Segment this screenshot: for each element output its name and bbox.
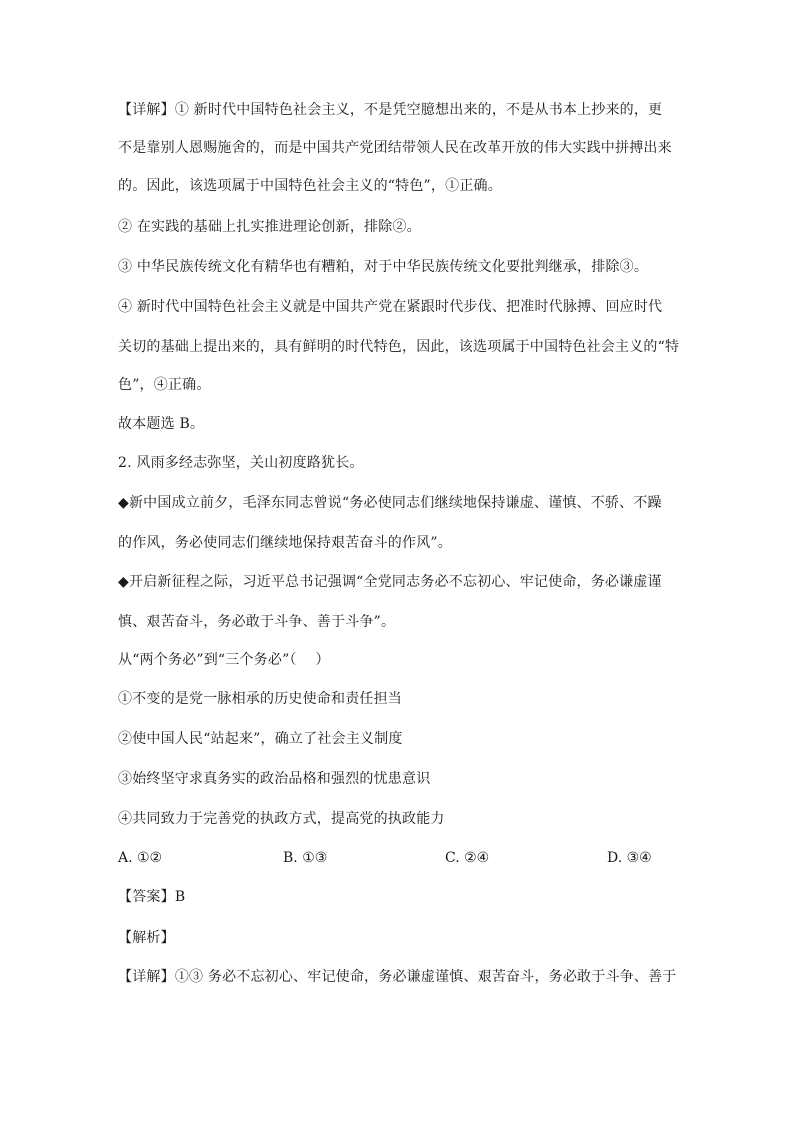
q1-detail-line-6: ④ 新时代中国特色社会主义就是中国共产党在紧跟时代步伐、把准时代脉搏、回应时代 xyxy=(118,299,663,315)
q1-detail-line-5: ③ 中华民族传统文化有精华也有糟粕，对于中华民族传统文化要批判继承，排除③。 xyxy=(118,259,649,275)
q2-stem-quote-2a: ◆开启新征程之际，习近平总书记强调“全党同志务必不忘初心、牢记使命，务必谦虚谨 xyxy=(118,574,662,590)
q2-question: 从“两个务必”到“三个务必”（ ） xyxy=(118,652,330,668)
q2-option-a: A. ①② xyxy=(118,850,163,866)
q2-statement-4: ④共同致力于完善党的执政方式，提高党的执政能力 xyxy=(118,811,445,827)
q2-statement-1: ①不变的是党一脉相承的历史使命和责任担当 xyxy=(118,691,402,707)
q2-detail-line xyxy=(118,968,676,986)
detail-tag: 【详解】 xyxy=(118,102,175,118)
q1-detail-line-8: 色”，④正确。 xyxy=(118,377,211,393)
detail-text: ①③ 务必不忘初心、牢记使命，务必谦虚谨慎、艰苦奋斗，务必敢于斗争、善于 xyxy=(174,969,677,985)
q1-detail-line-7: 关切的基础上提出来的，具有鲜明的时代特色，因此，该选项属于中国特色社会主义的“特 xyxy=(118,339,680,355)
q2-statement-3: ③始终坚守求真务实的政治品格和强烈的忧患意识 xyxy=(118,771,431,787)
q1-detail-line-3: 的。因此，该选项属于中国特色社会主义的“特色”，①正确。 xyxy=(118,178,502,194)
answer-value: B xyxy=(174,889,186,905)
q2-stem-title: 2. 风雨多经志弥坚，关山初度路犹长。 xyxy=(118,455,364,471)
answer-tag: 【答案】 xyxy=(118,889,175,905)
q1-detail-line-4: ② 在实践的基础上扎实推进理论创新，排除②。 xyxy=(118,219,421,235)
q2-stem-quote-2b: 慎、艰苦奋斗，务必敢于斗争、善于斗争”。 xyxy=(118,614,396,630)
q2-option-d: D. ③④ xyxy=(607,850,652,866)
q2-analysis-tag: 【解析】 xyxy=(118,930,175,946)
detail-text: ① 新时代中国特色社会主义，不是凭空臆想出来的，不是从书本上抄来的，更 xyxy=(174,102,663,118)
q2-option-b: B. ①③ xyxy=(283,850,328,866)
detail-tag: 【详解】 xyxy=(118,969,175,985)
q1-conclusion: 故本题选 B。 xyxy=(118,416,205,432)
q2-statement-2: ②使中国人民“站起来”，确立了社会主义制度 xyxy=(118,731,403,747)
q2-stem-quote-1a: ◆新中国成立前夕，毛泽东同志曾说“务必使同志们继续地保持谦虚、谨慎、不骄、不躁 xyxy=(118,495,662,511)
q2-stem-quote-1b: 的作风，务必使同志们继续地保持艰苦奋斗的作风”。 xyxy=(118,535,452,551)
q2-option-c: C. ②④ xyxy=(445,850,490,866)
q2-answer-line xyxy=(118,888,185,906)
q1-detail-line-2: 不是靠别人恩赐施舍的，而是中国共产党团结带领人民在改革开放的伟大实践中拼搏出来 xyxy=(118,140,672,156)
q1-detail-line-1 xyxy=(118,101,662,119)
